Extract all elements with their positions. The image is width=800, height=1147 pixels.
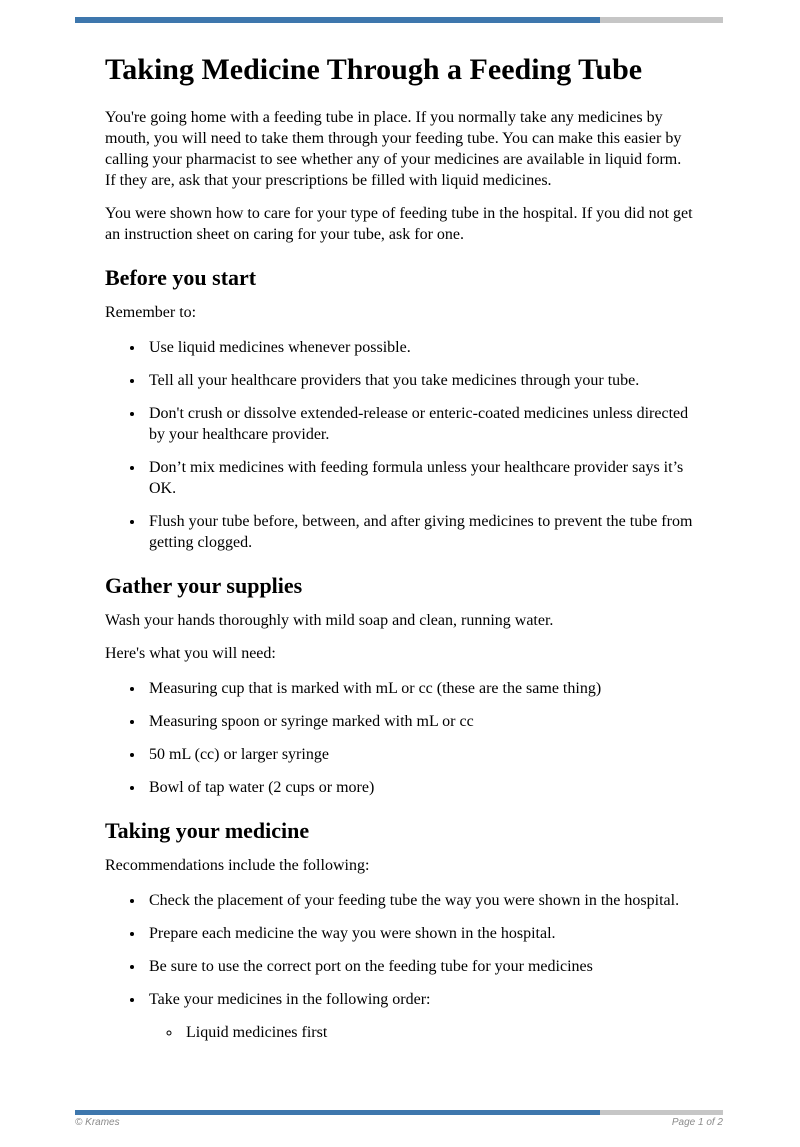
list-item: • Be sure to use the correct port on the feeding tube for your medicines [145,956,695,977]
header-rule-gray-segment [600,17,723,23]
section-heading-taking-medicine: Taking your medicine [105,818,310,843]
list-item-text: Take your medicines in the following order: [149,991,431,1008]
before-you-start-lead: Remember to: [105,304,197,321]
list-item: • Measuring spoon or syringe marked with mL or cc [145,711,695,732]
list-item: • Flush your tube before, between, and after giving medicines to prevent the tube from getting clogged. [145,511,695,553]
list-item: • Don't crush or dissolve extended-release or enteric-coated medicines unless directed by your healthcare provider. [145,403,695,445]
copyright-text: © Krames [75,1117,120,1128]
list-item: • Tell all your healthcare providers that you take medicines through your tube. [145,370,695,391]
gather-supplies-paragraph-2: Here's what you will need: [105,645,276,662]
taking-medicine-list [105,890,695,1043]
list-item: • Use liquid medicines whenever possible. [145,337,695,358]
list-item [145,989,695,1043]
footer-rule [75,1110,723,1115]
list-item: • Don’t mix medicines with feeding formula unless your healthcare provider says it’s OK. [145,457,695,499]
gather-supplies-paragraph-1: Wash your hands thoroughly with mild soap and clean, running water. [105,612,554,629]
taking-medicine-sublist [149,1022,695,1043]
footer-rule-gray-segment [600,1110,723,1115]
header-rule-blue-segment [75,17,600,23]
list-item: • Check the placement of your feeding tube the way you were shown in the hospital. [145,890,695,911]
gather-supplies-list [105,678,695,798]
before-you-start-list [105,337,695,553]
list-item: • Bowl of tap water (2 cups or more) [145,777,695,798]
footer-rule-blue-segment [75,1110,600,1115]
section-heading-before-you-start: Before you start [105,265,257,290]
list-item: • Prepare each medicine the way you were shown in the hospital. [145,923,695,944]
intro-paragraph-2: You were shown how to care for your type of feeding tube in the hospital. If you did not get an instruction sheet on caring for your tube, ask for one. [105,205,693,243]
list-item: • 50 mL (cc) or larger syringe [145,744,695,765]
intro-paragraph-1: You're going home with a feeding tube in place. If you normally take any medicines by mouth, you will need to take them through your feeding tube. You can make this easier by calling your pharmacist to see whether any of your medicines are available in liquid form. If they are, ask that your prescriptions be filled with liquid medicines. [105,109,682,189]
list-item: • Measuring cup that is marked with mL or cc (these are the same thing) [145,678,695,699]
page-number-label: Page 1 of 2 [671,1117,723,1128]
page-footer [75,1110,723,1128]
document-body [105,53,695,1043]
page-title: Taking Medicine Through a Feeding Tube [105,53,643,86]
section-heading-gather-supplies: Gather your supplies [105,573,303,598]
header-rule [75,17,723,23]
taking-medicine-lead: Recommendations include the following: [105,857,370,874]
sub-list-item: ◦ Liquid medicines first [182,1022,695,1043]
